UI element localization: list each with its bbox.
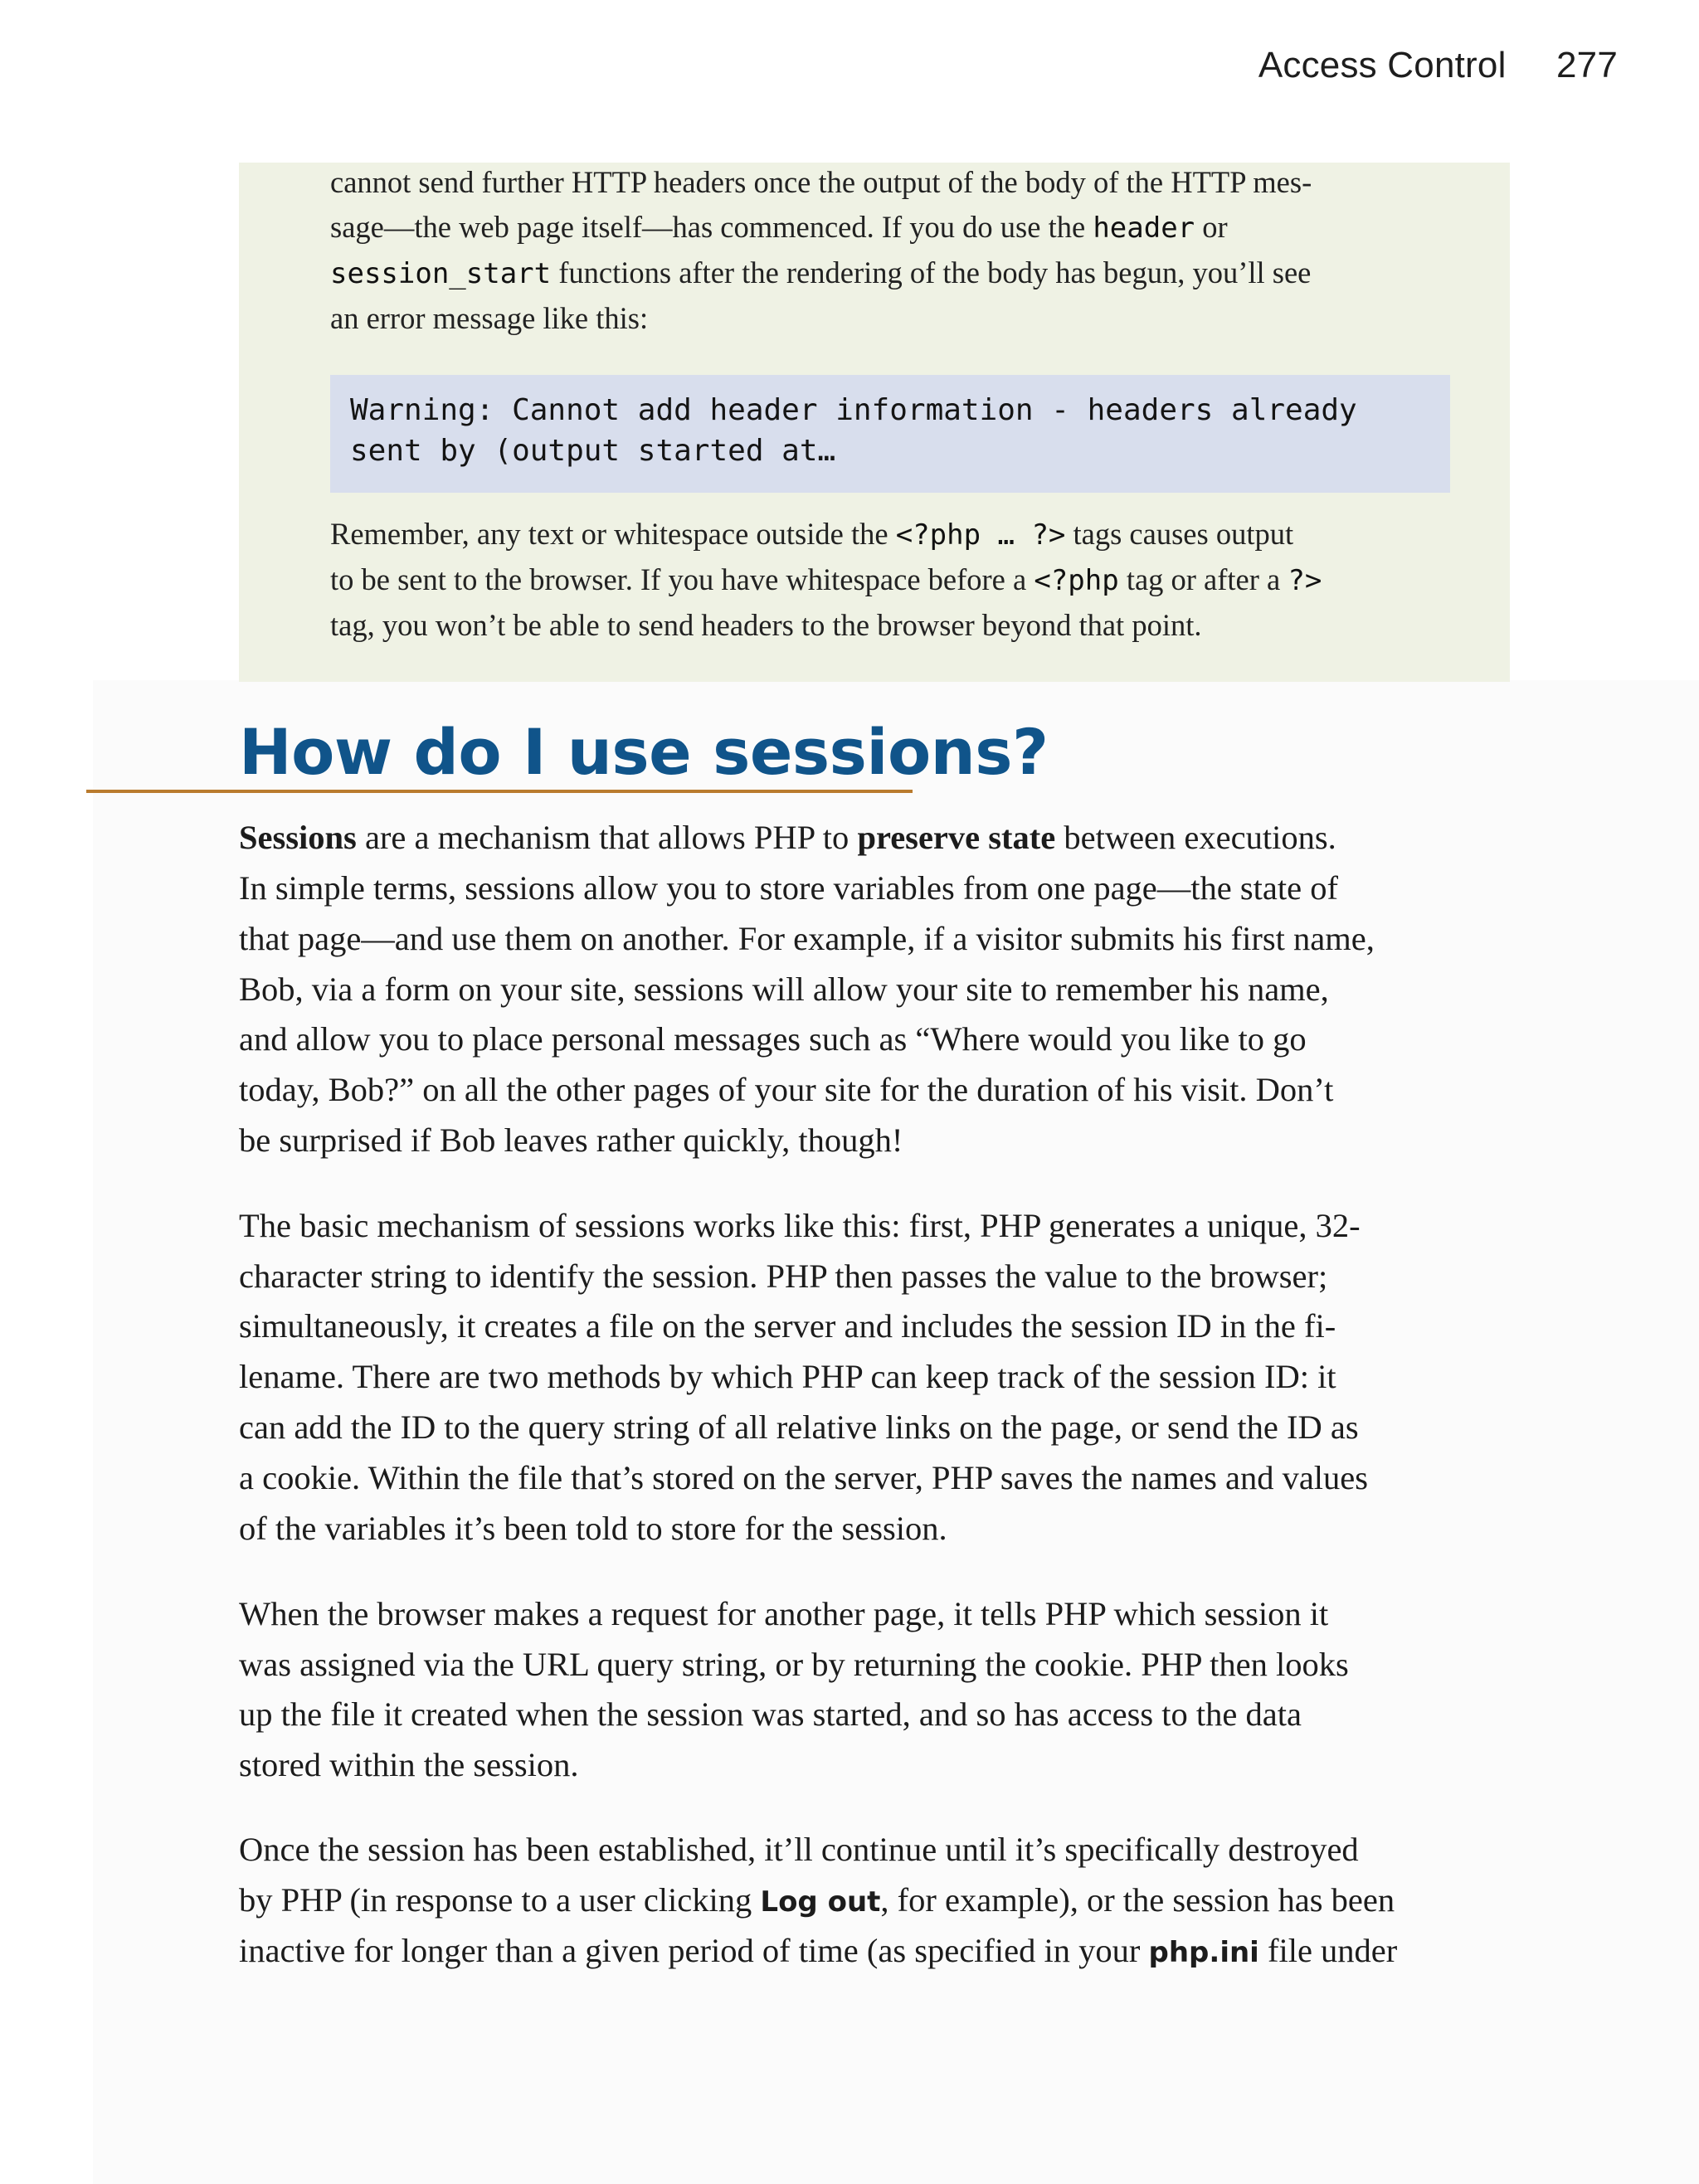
paragraph-line: of the variables it’s been told to store for the session. <box>239 1510 947 1547</box>
paragraph-line: can add the ID to the query string of all relative links on the page, or send the ID as <box>239 1408 1359 1446</box>
paragraph-line: In simple terms, sessions allow you to store variables from one page—the state of <box>239 869 1338 907</box>
paragraph-line: Bob, via a form on your site, sessions will allow your site to remember his name, <box>239 970 1329 1008</box>
page-number: 277 <box>1555 45 1618 85</box>
paragraph-line: and allow you to place personal messages such as “Where would you like to go <box>239 1020 1307 1058</box>
paragraph-line: lename. There are two methods by which PHP can keep track of the session ID: it <box>239 1358 1336 1395</box>
paragraph-line: Once the session has been established, it’ll continue until it’s specifically destroyed <box>239 1831 1359 1868</box>
sidebar-text: Remember, any text or whitespace outside the <box>330 517 896 551</box>
paragraph-line <box>239 1880 1395 1919</box>
sidebar-line <box>330 164 1312 200</box>
paragraph-line: today, Bob?” on all the other pages of your site for the duration of his visit. Don’t <box>239 1071 1334 1108</box>
paragraph-line: character string to identify the session. PHP then passes the value to the browser; <box>239 1257 1328 1295</box>
sidebar-line <box>330 255 1311 290</box>
inline-code: <?php … ?> <box>895 518 1066 552</box>
sidebar-text: tags causes output <box>1065 517 1294 551</box>
sidebar-line <box>330 300 648 336</box>
paragraph-line: When the browser makes a request for another page, it tells PHP which session it <box>239 1595 1329 1632</box>
note-sidebar <box>239 163 1510 682</box>
sidebar-text: or <box>1195 210 1228 244</box>
line-text: are a mechanism that allows PHP to <box>356 819 858 856</box>
sidebar-text: functions after the rendering of the body has begun, you’ll see <box>551 255 1312 289</box>
paragraph-line: that page—and use them on another. For example, if a visitor submits his first name, <box>239 920 1375 957</box>
running-head <box>1258 45 1618 86</box>
paragraph-line <box>239 1931 1397 1970</box>
running-head-title: Access Control <box>1258 45 1507 85</box>
inline-code: ?> <box>1288 564 1322 597</box>
bold-term: Sessions <box>239 819 357 856</box>
paragraph-line: The basic mechanism of sessions works like this: first, PHP generates a unique, 32- <box>239 1207 1361 1244</box>
paragraph-line: up the file it created when the session was started, and so has access to the data <box>239 1695 1302 1733</box>
inline-code: <?php <box>1034 564 1119 597</box>
sidebar-text: an error message like this: <box>330 301 649 335</box>
sidebar-text: to be sent to the browser. If you have whitespace before a <box>330 562 1034 596</box>
inline-code: session_start <box>330 257 552 290</box>
paragraph-line <box>239 818 1336 857</box>
paragraph-line: stored within the session. <box>239 1746 579 1783</box>
sidebar-text: tag or after a <box>1118 562 1288 596</box>
sidebar-line <box>330 562 1322 597</box>
warning-code-block <box>330 375 1450 493</box>
code-line: Warning: Cannot add header information - headers already <box>350 393 1357 427</box>
line-text: file under <box>1258 1932 1398 1969</box>
line-text: between executions. <box>1055 819 1336 856</box>
sidebar-text: tag, you won’t be able to send headers to the browser beyond that point. <box>330 608 1202 642</box>
sidebar-line <box>330 607 1201 643</box>
section-heading: How do I use sessions? <box>239 715 1049 789</box>
inline-code: header <box>1093 212 1195 245</box>
bold-term: preserve state <box>857 819 1056 856</box>
ui-label: Log out <box>760 1885 881 1919</box>
sidebar-text: sage—the web page itself—has commenced. If you do use the <box>330 210 1093 244</box>
heading-underline <box>86 790 913 793</box>
sidebar-line <box>330 209 1228 245</box>
paragraph-line: a cookie. Within the file that’s stored on the server, PHP saves the names and values <box>239 1459 1369 1496</box>
paragraph-line: was assigned via the URL query string, or by returning the cookie. PHP then looks <box>239 1646 1349 1683</box>
paragraph-line: simultaneously, it creates a file on the server and includes the session ID in the fi- <box>239 1307 1336 1345</box>
line-text: by PHP (in response to a user clicking <box>239 1881 761 1919</box>
sidebar-line <box>330 516 1293 552</box>
line-text: inactive for longer than a given period of time (as specified in your <box>239 1932 1149 1969</box>
code-line: sent by (output started at… <box>350 434 836 468</box>
sidebar-text: cannot send further HTTP headers once the output of the body of the HTTP mes- <box>330 165 1312 199</box>
line-text: , for example), or the session has been <box>880 1881 1395 1919</box>
paragraph-line: be surprised if Bob leaves rather quickly, though! <box>239 1121 903 1159</box>
filename-label: php.ini <box>1148 1936 1259 1969</box>
